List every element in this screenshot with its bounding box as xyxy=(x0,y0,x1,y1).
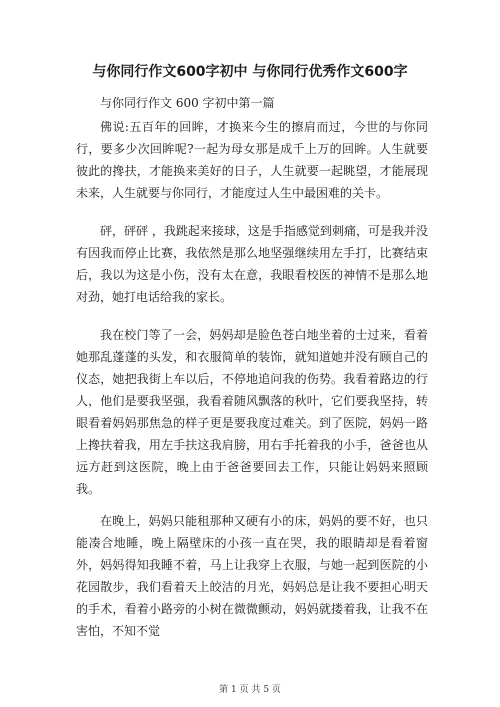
footer-current-page: 1 xyxy=(230,685,237,695)
paragraph-2: 砰，砰砰 ，我跳起来接球，这是手指感觉到刺痛，可是我并没有因我而停止比赛，我依然是那么地坚强继续用左手打，比赛结束后，我以为这是小伤，没有太在意，我眼看校医的神情不是那么地对劲，她打电话给我的家长。 xyxy=(76,224,428,304)
paragraph-4: 在晚上，妈妈只能租那种又硬有小的床，妈妈的要不好，也只能凑合地睡，晚上隔壁床的小孩一直在哭，我的眼睛却是看着窗外，妈妈得知我睡不着，马上让我穿上衣服，与她一起到医院的小花园散步，我们看着天上皎洁的月光，妈妈总是让我不要担心明天的手术，看着小路旁的小树在微微颤动，妈妈就搂着我，让我不在害怕，不知不觉 xyxy=(76,514,428,638)
paragraph-1: 佛说:五百年的回眸，才换来今生的擦肩而过，今世的与你同行，要多少次回眸呢?一起为母女那是成千上万的回眸。人生就要彼此的搀扶，才能换来美好的日子，人生就要一起眺望，才能展现未来，人生就要与你同行，才能度过人生中最困难的关卡。 xyxy=(76,120,428,200)
footer-suffix: 页 xyxy=(271,685,281,695)
footer-prefix: 第 xyxy=(219,685,229,695)
document-title: 与你同行作文600字初中 与你同行优秀作文600字 xyxy=(92,64,408,80)
paragraph-3: 我在校门等了一会，妈妈却是脸色苍白地坐着的士过来，看着她那乱蓬蓬的头发，和衣服简单的装饰，就知道她并没有顾自己的仪态，她把我街上车以后，不停地追问我的伤势。我看着路边的行人，他们是要我坚强，我看着随风飘落的秋叶，它们要我坚持，转眼看着妈妈那焦急的样子更是要我度过难关。到了医院，妈妈一路上搀扶着我，用左手扶这我肩膀，用右手托着我的小手，爸爸也从远方赶到这医院，晚上由于爸爸要回去工作，只能让妈妈来照顾我。 xyxy=(76,328,428,496)
footer-total-pages: 5 xyxy=(263,685,270,695)
footer-middle: 页 共 xyxy=(239,685,261,695)
section-subtitle: 与你同行作文 600 字初中第一篇 xyxy=(100,96,275,110)
page-footer xyxy=(0,684,500,696)
